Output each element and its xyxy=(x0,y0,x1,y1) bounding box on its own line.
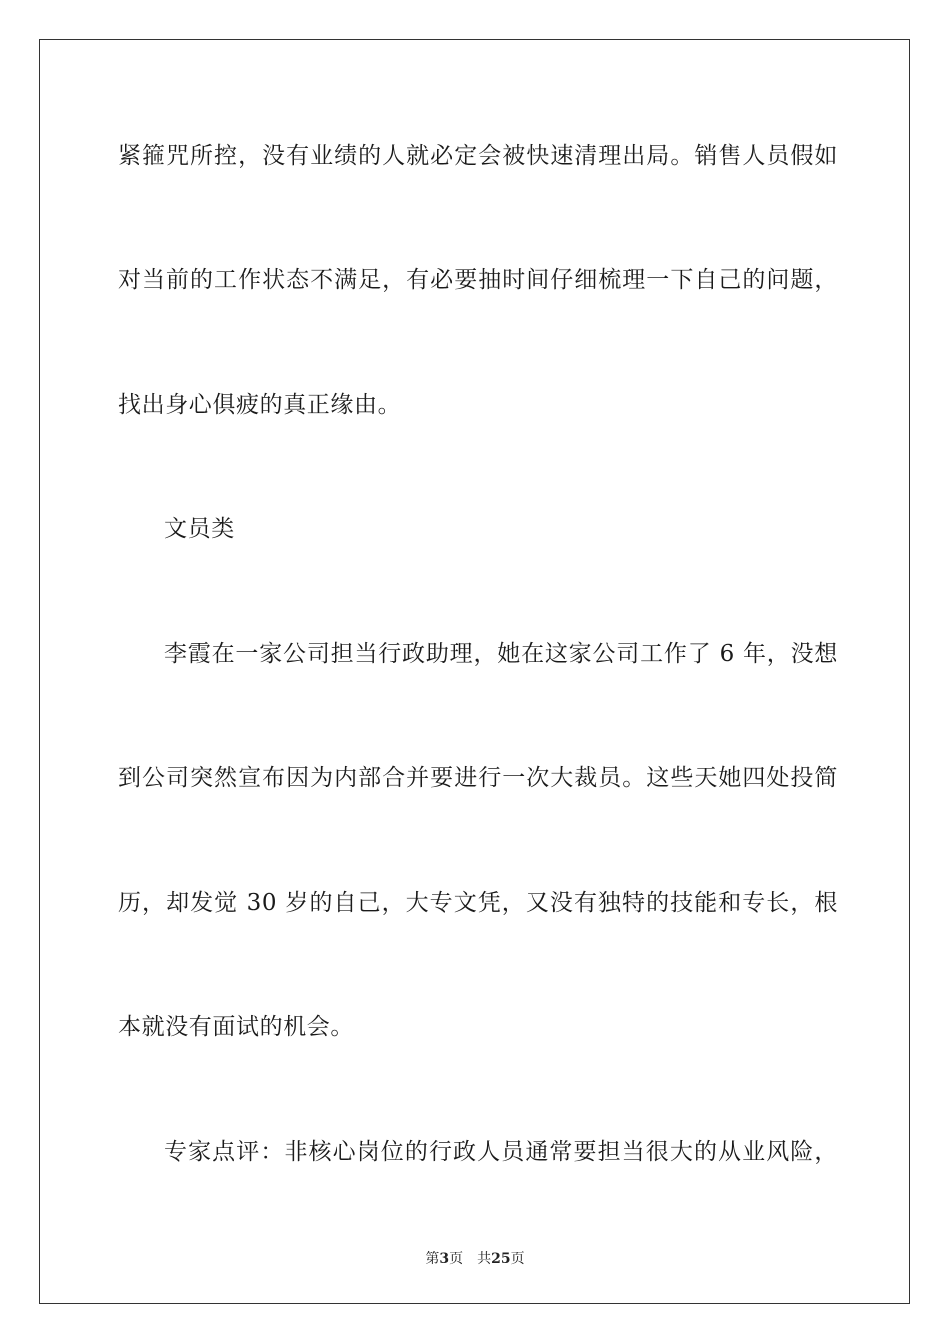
body-line-1: 紧箍咒所控，没有业绩的人就必定会被快速清理出局。销售人员假如 xyxy=(118,143,838,169)
body-line-9: 专家点评：非核心岗位的行政人员通常要担当很大的从业风险， xyxy=(164,1139,838,1165)
body-line-8: 本就没有面试的机会。 xyxy=(118,1014,354,1040)
page-number: 3 xyxy=(439,1251,450,1267)
page-footer xyxy=(0,1248,950,1268)
body-line-3: 找出身心俱疲的真正缘由。 xyxy=(118,392,402,418)
page-prefix: 第 xyxy=(425,1251,440,1267)
total-pages: 25 xyxy=(491,1251,511,1267)
total-suffix: 页 xyxy=(510,1251,525,1267)
section-heading: 文员类 xyxy=(164,516,235,542)
body-line-2: 对当前的工作状态不满足，有必要抽时间仔细梳理一下自己的问题， xyxy=(118,267,838,293)
body-line-6: 到公司突然宣布因为内部合并要进行一次大裁员。这些天她四处投简 xyxy=(118,765,838,791)
page-border xyxy=(39,39,910,1304)
body-line-5: 李霞在一家公司担当行政助理，她在这家公司工作了 6 年，没想 xyxy=(164,641,838,667)
body-line-7: 历，却发觉 30 岁的自己，大专文凭，又没有独特的技能和专长，根 xyxy=(118,890,838,916)
total-prefix: 共 xyxy=(477,1251,492,1267)
page-suffix: 页 xyxy=(449,1251,464,1267)
